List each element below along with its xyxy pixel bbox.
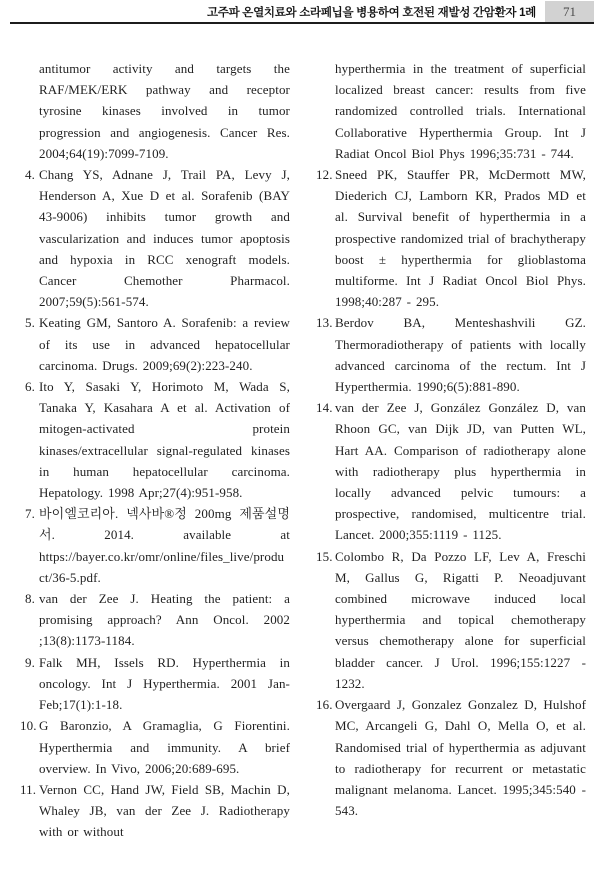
reference-entry-6 (20, 376, 290, 503)
page-header (0, 0, 600, 24)
reference-text: Sneed PK, Stauffer PR, McDermott MW, Diederich CJ, Lamborn KR, Prados MD et al. Survival benefit of hyperthermia in a prospective randomized trial of brachytherapy boost ± hyperthermia for glioblastoma multiforme. Int J Radiat Oncol Biol Phys. 1998;40:287 - 295. (335, 167, 586, 310)
reference-number: 5. (25, 315, 35, 331)
reference-entry-14 (316, 397, 586, 545)
reference-text: Keating GM, Santoro A. Sorafenib: a review of its use in advanced hepatocellular carcinoma. Drugs. 2009;69(2):223-240. (39, 315, 290, 373)
reference-text: Falk MH, Issels RD. Hyperthermia in oncology. Int J Hyperthermia. 2001 Jan-Feb;17(1):1-18. (39, 654, 290, 713)
reference-entry-7 (20, 503, 290, 588)
reference-entry-8 (20, 588, 290, 652)
reference-number: 7. (25, 506, 35, 522)
reference-text: van der Zee J, González González D, van Rhoon GC, van Dijk JD, van Putten WL, Hart AA. Comparison of radiotherapy alone with radiotherapy plus hyperthermia in locally advanced pelvic tumours: a prospective, randomised, multicentre trial. Lancet. 2000;355:1119 - 1125. (335, 400, 586, 543)
reference-column-right (316, 58, 586, 869)
reference-text: 바이엘코리아. 넥사바®정 200mg 제품설명서. 2014. available at https://bayer.co.kr/omr/online/files_live/product/36-5.pdf. (39, 506, 290, 585)
reference-text: van der Zee J. Heating the patient: a promising approach? Ann Oncol. 2002 ;13(8):1173-1184. (39, 591, 290, 649)
page-number: 71 (563, 3, 576, 19)
reference-number: 8. (25, 591, 35, 607)
reference-entry-13 (316, 312, 586, 397)
reference-text: Vernon CC, Hand JW, Field SB, Machin D, Whaley JB, van der Zee J. Radiotherapy with or without (39, 781, 290, 840)
reference-entry-12 (316, 164, 586, 312)
reference-number: 13. (316, 315, 333, 331)
reference-column-left (20, 58, 290, 869)
reference-entry-10 (20, 715, 290, 779)
reference-entry-4 (20, 164, 290, 312)
reference-entry-11 (20, 779, 290, 843)
reference-text: Berdov BA, Menteshashvili GZ. Thermoradiotherapy of patients with locally advanced carcinoma of the rectum. Int J Hyperthermia. 1990;6(5):881-890. (335, 315, 586, 395)
reference-list (20, 58, 586, 869)
reference-text: Chang YS, Adnane J, Trail PA, Levy J, Henderson A, Xue D et al. Sorafenib (BAY 43-9006) inhibits tumor growth and vascularization and induces tumor apoptosis and hypoxia in RCC xenograft models. Cancer Chemother Pharmacol. 2007;59(5):561-574. (39, 167, 290, 310)
reference-entry-11-continued (316, 58, 586, 164)
reference-text: Ito Y, Sasaki Y, Horimoto M, Wada S, Tanaka Y, Kasahara A et al. Activation of mitogen-activated protein kinases/extracellular signal-regulated kinases in human hepatocellular carcinoma. Hepatology. 1998 Apr;27(4):951-958. (39, 379, 290, 501)
reference-number: 11. (20, 781, 37, 797)
reference-number: 4. (25, 167, 35, 183)
reference-entry-9 (20, 652, 290, 716)
reference-text: Colombo R, Da Pozzo LF, Lev A, Freschi M, Gallus G, Rigatti P. Neoadjuvant combined microwave induced local hyperthermia and topical chemotherapy versus chemotherapy alone for superficial bladder cancer. J Urol. 1996;155:1227 - 1232. (335, 548, 586, 691)
reference-number: 10. (20, 718, 37, 734)
header-rule (10, 22, 594, 24)
reference-text: antitumor activity and targets the RAF/MEK/ERK pathway and receptor tyrosine kinases involved in tumor progression and angiogenesis. Cancer Res. 2004;64(19):7099-7109. (39, 61, 290, 161)
page-number-box (545, 1, 594, 22)
reference-number: 14. (316, 400, 333, 416)
reference-text: hyperthermia in the treatment of superficial localized breast cancer: results from five randomized controlled trials. International Collaborative Hyperthermia Group. Int J Radiat Oncol Biol Phys 1996;35:731 - 744. (335, 61, 586, 161)
running-title: 고주파 온열치료와 소라페닙을 병용하여 호전된 재발성 간암환자 1례 (206, 7, 536, 19)
reference-text: Overgaard J, Gonzalez Gonzalez D, Hulshof MC, Arcangeli G, Dahl O, Mella O, et al. Randomised trial of hyperthermia as adjuvant to radiotherapy for recurrent or metastatic malignant melanoma. Lancet. 1995;345:540 - 543. (335, 697, 586, 819)
reference-entry-15 (316, 546, 586, 694)
reference-text: G Baronzio, A Gramaglia, G Fiorentini. Hyperthermia and immunity. A brief overview. In Vivo, 2006;20:689-695. (39, 718, 290, 776)
reference-number: 16. (316, 697, 333, 713)
reference-entry-16 (316, 694, 586, 821)
reference-number: 12. (316, 167, 333, 183)
reference-number: 6. (25, 379, 35, 395)
reference-number: 15. (316, 548, 333, 564)
reference-entry-3-continued (20, 58, 290, 164)
reference-number: 9. (25, 654, 35, 670)
reference-entry-5 (20, 312, 290, 376)
